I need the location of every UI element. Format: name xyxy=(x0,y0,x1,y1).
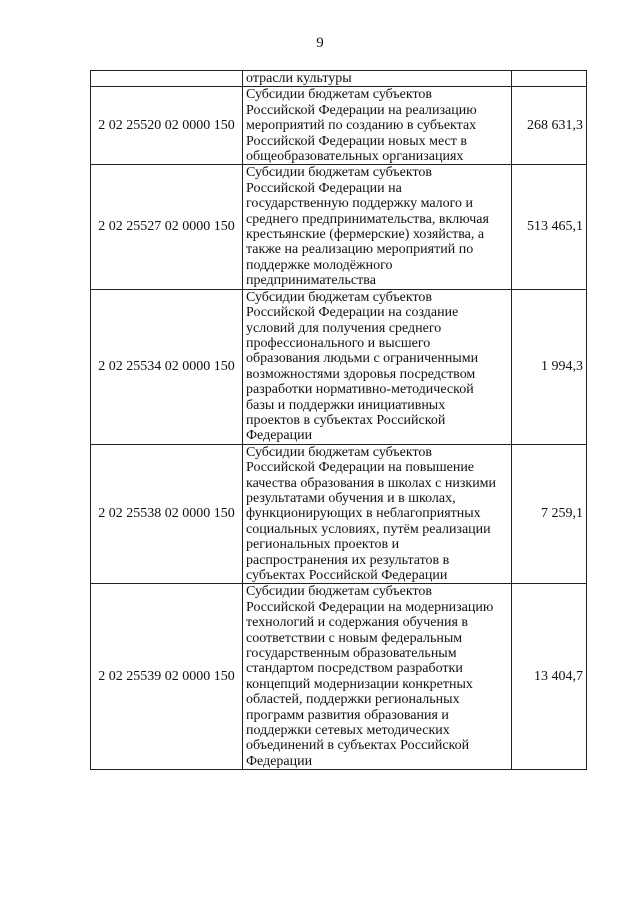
description-line: Субсидии бюджетам субъектов xyxy=(246,444,433,460)
description-cell xyxy=(243,289,512,444)
description-cell xyxy=(243,444,512,584)
description-line: региональных проектов и xyxy=(246,537,400,553)
description-line: Федерации xyxy=(246,753,313,769)
description-line: Российской Федерации на создание xyxy=(246,305,459,321)
description-line: программ развития образования и xyxy=(246,707,449,723)
description-line: результатами обучения и в школах, xyxy=(246,490,456,506)
description-line: субъектах Российской Федерации xyxy=(246,568,448,583)
description-line: Субсидии бюджетам субъектов xyxy=(246,289,433,305)
description-line: Российской Федерации новых мест в xyxy=(246,133,467,149)
amount-cell xyxy=(512,71,587,87)
description-line: технологий и содержания обучения в xyxy=(246,615,468,631)
amount-cell: 13 404,7 xyxy=(512,584,587,770)
table-row xyxy=(91,584,587,770)
description-line: Федерации xyxy=(246,428,313,444)
description-line: качества образования в школах с низкими xyxy=(246,475,497,491)
budget-code-cell xyxy=(91,71,243,87)
amount-cell: 268 631,3 xyxy=(512,87,587,165)
description-line: разработки нормативно-методической xyxy=(246,382,474,398)
description-line: соответствии с новым федеральным xyxy=(246,630,463,646)
description-line: общеобразовательных организациях xyxy=(246,149,464,165)
table-row xyxy=(91,165,587,289)
description-cell xyxy=(243,71,512,87)
description-line: предпринимательства xyxy=(246,273,376,289)
budget-code-cell: 2 02 25527 02 0000 150 xyxy=(91,165,243,289)
description-line: функционирующих в неблагоприятных xyxy=(246,506,481,522)
description-line: концепций модернизации конкретных xyxy=(246,676,473,692)
description-cell xyxy=(243,87,512,165)
description-line: крестьянские (фермерские) хозяйства, а xyxy=(246,227,485,243)
description-line: Субсидии бюджетам субъектов xyxy=(246,165,433,181)
budget-code-cell: 2 02 25539 02 0000 150 xyxy=(91,584,243,770)
budget-code-cell: 2 02 25538 02 0000 150 xyxy=(91,444,243,584)
description-line: мероприятий по созданию в субъектах xyxy=(246,118,477,134)
amount-cell: 7 259,1 xyxy=(512,444,587,584)
description-line: поддержке молодёжного xyxy=(246,257,393,273)
description-cell xyxy=(243,584,512,770)
description-line: распространения их результатов в xyxy=(246,552,450,568)
description-line: также на реализацию мероприятий по xyxy=(246,242,474,258)
description-line: Российской Федерации на повышение xyxy=(246,460,475,476)
budget-code-cell: 2 02 25520 02 0000 150 xyxy=(91,87,243,165)
description-line: Российской Федерации на xyxy=(246,180,402,196)
description-line: Российской Федерации на реализацию xyxy=(246,102,477,118)
description-line: профессионального и высшего xyxy=(246,335,431,351)
budget-revenue-table xyxy=(90,70,587,770)
table-row xyxy=(91,444,587,584)
description-line: стандартом посредством разработки xyxy=(246,661,463,677)
description-line: Российской Федерации на модернизацию xyxy=(246,599,494,615)
description-line: областей, поддержки региональных xyxy=(246,692,460,708)
table-row xyxy=(91,87,587,165)
description-line: образования людьми с ограниченными xyxy=(246,351,479,367)
description-line: Субсидии бюджетам субъектов xyxy=(246,87,433,103)
description-line: Субсидии бюджетам субъектов xyxy=(246,584,433,600)
description-cell xyxy=(243,165,512,289)
page-number: 9 xyxy=(316,35,324,51)
description-line: государственную поддержку малого и xyxy=(246,196,474,212)
description-line: социальных условиях, путём реализации xyxy=(246,521,491,537)
description-line: среднего предпринимательства, включая xyxy=(246,211,489,227)
table-row xyxy=(91,71,587,87)
description-line: условий для получения среднего xyxy=(246,320,442,336)
budget-code-cell: 2 02 25534 02 0000 150 xyxy=(91,289,243,444)
amount-cell: 1 994,3 xyxy=(512,289,587,444)
description-line: возможностями здоровья посредством xyxy=(246,366,476,382)
amount-cell: 513 465,1 xyxy=(512,165,587,289)
description-line: государственным образовательным xyxy=(246,646,457,662)
description-line: отрасли культуры xyxy=(246,71,352,86)
description-line: проектов в субъектах Российской xyxy=(246,412,446,428)
description-line: базы и поддержки инициативных xyxy=(246,397,446,413)
table-row xyxy=(91,289,587,444)
description-line: поддержки сетевых методических xyxy=(246,723,450,739)
description-line: объединений в субъектах Российской xyxy=(246,738,470,754)
